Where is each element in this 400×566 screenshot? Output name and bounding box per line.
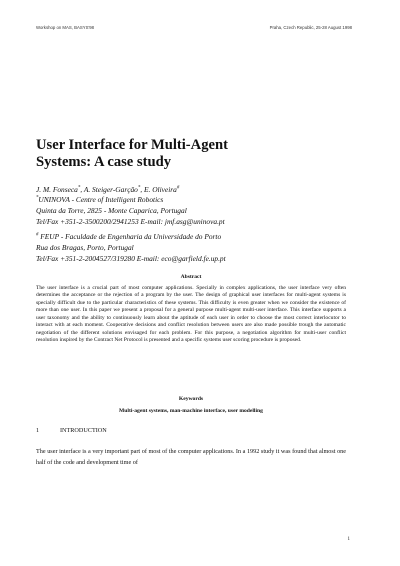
section-number: 1 (36, 427, 40, 434)
affiliation-mark: * (36, 195, 39, 201)
abstract-text: The user interface is a crucial part of most computer applications. Specially in complex applications, the user interface very often determines the acceptance or the rejection of a program by the user. The design of graphical user interfaces for multi-agent systems is specially difficult due to the particular characteristics of these systems. This difficulty is even greater when we consider the existence of more than one user. In this paper we present a proposal for a general purpose multi-agent multi-user interface. This interface supports a user taxonomy and the ability to continuously learn about the aptitude of each user in order to choose the most correct interlocutor to interact with at each moment. Cooperative decisions and conflict resolution between users are also made possible trough the automatic negotiation of the different solutions envisaged for each problem. For this purpose, a negotiation algorithm for multi-user conflict resolution inspired by the Contract Net Protocol is presented and a specific systems user scoring procedure is proposed. (36, 285, 346, 344)
header-location-date: Praha, Czech Republic, 25-28 August 1998 (269, 25, 352, 30)
keywords-text: Multi-agent systems, man-machine interface, user modelling (119, 408, 263, 414)
author-name: E. Oliveira (144, 185, 177, 194)
affiliation-line (36, 194, 225, 205)
author-separator: , (140, 185, 144, 194)
section-title: INTRODUCTION (60, 427, 107, 434)
affiliation-contact: Tel/Fax +351-2-2004527/319280 E-mail: eco@garfield.fe.up.pt (36, 254, 226, 263)
header-conference: Workshop on MAS, BASYS'98 (36, 25, 95, 30)
affiliation-institution: UNINOVA - Centre of Intelligent Robotics (38, 195, 164, 204)
author-affiliation-mark: * (77, 185, 81, 191)
page-number: 1 (347, 537, 350, 542)
paper-title: User Interface for Multi-Agent Systems: A case study (36, 137, 228, 170)
affiliation-mark: # (36, 232, 39, 238)
author-affiliation-mark: * (137, 185, 141, 191)
author-list (36, 185, 179, 194)
affiliation-address: Quinta da Torre, 2825 - Monte Caparica, Portugal (36, 206, 187, 215)
running-header (36, 25, 352, 30)
affiliation-address: Rua dos Bragas, Porto, Portugal (36, 243, 134, 252)
affiliation-uninova (36, 194, 225, 227)
author-affiliation-mark: # (176, 185, 180, 191)
affiliation-institution: FEUP - Faculdade de Engenharia da Universidade do Porto (38, 232, 222, 241)
author-name: J. M. Fonseca (36, 185, 78, 194)
affiliation-feup (36, 231, 226, 264)
affiliation-line (36, 231, 226, 242)
author-separator: , (80, 185, 84, 194)
abstract-heading: Abstract (180, 274, 202, 280)
affiliation-contact: Tel/Fax +351-2-3500200/2941253 E-mail: jmf.asg@uninova.pt (36, 217, 225, 226)
keywords-heading: Keywords (178, 396, 204, 402)
author-name: A. Steiger-Garção (83, 185, 138, 194)
introduction-text: The user interface is a very important part of most of the computer applications. In a 1992 study it was found that almost one half of the code and development time of (36, 448, 346, 466)
section-heading-introduction (36, 427, 107, 434)
